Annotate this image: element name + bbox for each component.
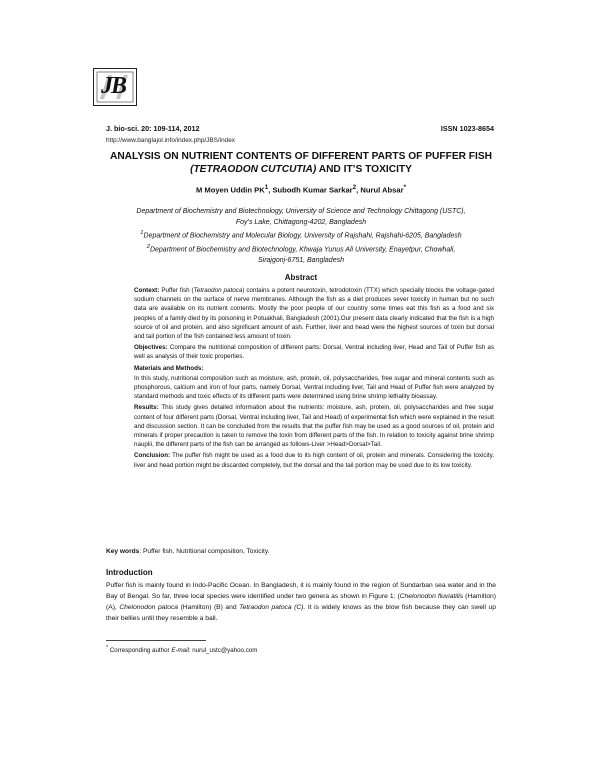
context-species: Tetraodon patoca: [193, 287, 243, 294]
context-text-b: ) contains a potent neurotoxin, tetrodotoxin (TTX) which specially blocks the voltage-gated sodium channels on the surface of nerve membranes. Although the fish as a diet produces sever toxicity in human but no such data are available on its nutrient contents. Mostly the poor people of our country some times eat this fish as a food and six peoples of a family died by its poisoning in Potuakhali, Bangladesh (2001).Our present data clearly indicated that the fish is a high source of oil and protein, and also significant amount of ash. Further, liver and head were the highest sources of toxin but dorsal and tail portion of the fish contained less amount of toxin.: [134, 287, 495, 341]
title-species: (TETRAODON CUTCUTIA): [190, 164, 317, 175]
paper-title: [96, 150, 506, 176]
author-2-sup: 2: [352, 184, 357, 191]
affiliation-line-3: [96, 228, 506, 242]
author-3: , Nurul Absar: [356, 185, 404, 195]
introduction-text: [106, 580, 496, 624]
abstract-body: [134, 286, 494, 472]
abstract-results: [134, 403, 494, 449]
author-3-sup: *: [403, 184, 407, 191]
affiliation-line-4: [96, 242, 506, 256]
context-text-a: Puffer fish (: [161, 287, 194, 294]
footnote: [106, 645, 257, 654]
methods-text: In this study, nutritional composition such as moisture, ash, protein, oil, polysaccharides, free sugar and mineral contents such as phosphorous, calcium and iron of four parts, namely Dorsal, Ventral including liver, Tail and Head of Puffer fish were analyzed by standard methods and toxic effects of its different parts were determined using brine shrimp lethality bioassay.: [134, 374, 494, 401]
keywords: [106, 548, 496, 555]
objectives-label: Objectives:: [134, 344, 170, 352]
introduction-heading: Introduction: [106, 568, 153, 577]
intro-text-c: (Hamilton) (B) and: [178, 604, 240, 611]
methods-heading: Materials and Methods:: [134, 364, 204, 372]
results-label: Results:: [134, 404, 162, 412]
title-line-2: [96, 163, 506, 176]
logo-text: JB: [101, 73, 126, 99]
keywords-text: : Puffer fish, Nutritional composition, Toxicity.: [139, 548, 270, 555]
footnote-divider: [106, 640, 206, 641]
affiliations: [96, 207, 506, 267]
objectives-text: Compare the nutritional composition of different parts: Dorsal, Ventral including liver, Head and Tail of Puffer fish as well as analysis of their toxic properties.: [134, 344, 494, 361]
affiliation-4-sup: 2: [146, 244, 150, 251]
keywords-label: Key words: [106, 548, 140, 555]
intro-text-a: Puffer fish is mainly found in Indo-Pacific Ocean. In Bangladesh, it is mainly found in the region of Sundarban sea water and in the Bay of Bengal. So far, three local species were identified under two genera as shown in Figure 1: (: [106, 582, 496, 600]
intro-species-3: Tetraodon patoca (C).: [239, 604, 306, 611]
affiliation-line-2: Foy’s Lake, Chittagong-4202, Bangladesh: [235, 218, 367, 226]
email-address[interactable]: nurul_ustc@yahoo.com: [190, 647, 258, 655]
context-label: Context:: [134, 287, 162, 294]
intro-text-b: (Hamilton) (A),: [106, 593, 496, 611]
abstract-context: [134, 286, 494, 341]
results-text: This study gives detailed information about the nutrients: moisture, ash, protein, oil, polysaccharides and free sugar content of four different parts (Dorsal, Ventral including liver, Tail and Head) of experimental fish which were explained in the result and discussion section. It can be concluded from the results that the puffer fish may be used as a good sources of oil, protein and minerals if proper precaution is taken to remove the toxin from different parts of the fish. In relation to toxicity against brine shrimp nauplii, the different parts of the fish can be arranged as follows-Liver >Head>Dorsal>Tail.: [134, 404, 494, 449]
footnote-label: Corresponding author: [108, 647, 172, 655]
author-2: , Subodh Kumar Sarkar: [268, 185, 353, 195]
affiliation-3-sup: 1: [140, 230, 144, 237]
journal-reference: J. bio-sci. 20: 109-114, 2012: [106, 124, 200, 133]
intro-text-d: It is widely knows as the blow fish because they can swell up their bellies until they resemble a ball.: [106, 604, 496, 622]
author-list: [96, 184, 506, 195]
abstract-conclusion: [134, 451, 494, 469]
journal-url[interactable]: http://www.banglajol.info/index.php/JBS/index: [106, 137, 235, 144]
intro-species-2: Chelonodon patoca: [119, 604, 179, 611]
journal-logo: [93, 68, 137, 106]
intro-species-1: Chelonodon fluviatilis: [399, 593, 464, 600]
email-label: E-mail:: [171, 647, 191, 655]
affiliation-line-5: Sirajgonj-6751, Bangladesh: [257, 257, 344, 265]
title-line-1: ANALYSIS ON NUTRIENT CONTENTS OF DIFFERENT PARTS OF PUFFER FISH: [109, 151, 493, 162]
issn: ISSN 1023-8654: [440, 124, 494, 133]
abstract-objectives: [134, 343, 494, 361]
affiliation-line-1: Department of Biochemistry and Biotechnology, University of Science and Technology Chittagong (USTC),: [136, 208, 466, 215]
title-line-2-rest: AND IT’S TOXICITY: [316, 164, 412, 175]
conclusion-text: The puffer fish might be used as a food due to its high content of oil, protein and minerals. Considering the toxicity, liver and head portion might be discarded completely, but the dorsal and the tail portion may be used due to its low toxicity.: [134, 452, 494, 469]
abstract-heading: Abstract: [284, 273, 318, 282]
affiliation-4-text: Department of Biochemistry and Biotechnology, Khwaja Yunus Ali University, Enayetpur, Chowhali,: [149, 246, 456, 254]
footnote-mark: *: [106, 645, 109, 651]
author-1: M Moyen Uddin PK: [195, 185, 265, 195]
author-1-sup: 1: [264, 184, 269, 191]
journal-meta: [106, 124, 494, 138]
conclusion-label: Conclusion:: [134, 452, 173, 460]
affiliation-3-text: Department of Biochemistry and Molecular Biology, University of Rajshahi, Rajshahi-6205, Bangladesh: [143, 232, 462, 240]
